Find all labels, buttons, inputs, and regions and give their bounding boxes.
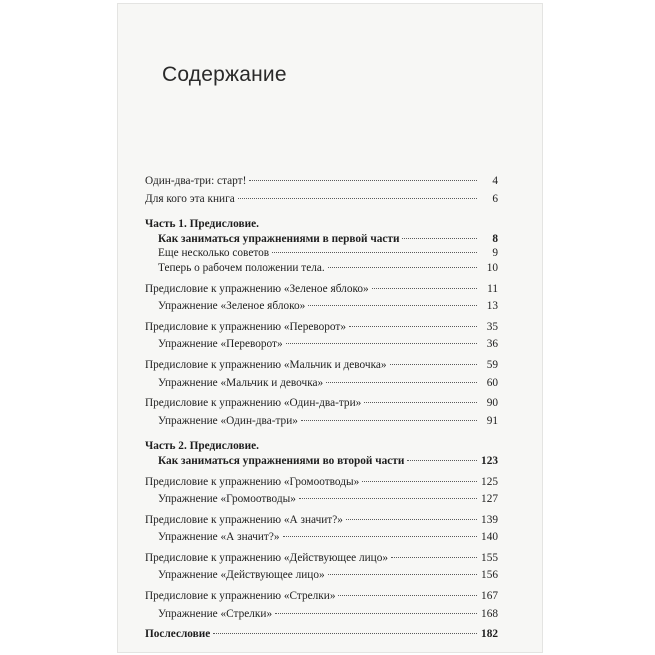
toc-entry-page: 11 (487, 282, 498, 295)
toc-entry-page: 90 (486, 397, 498, 410)
toc-entry[interactable] (145, 589, 498, 604)
toc-entry[interactable] (145, 475, 498, 490)
toc-entry-page: 140 (481, 531, 498, 544)
toc-entry-label: Еще несколько советов (158, 247, 270, 260)
toc-entry-label: Упражнение «А значит?» (158, 531, 280, 544)
toc-entry-label: Упражнение «Мальчик и девочка» (158, 376, 324, 389)
toc-entry[interactable] (145, 530, 498, 545)
dot-leader (301, 420, 477, 421)
toc-entry[interactable] (145, 282, 498, 297)
part-heading: Часть 2. Предисловие. (145, 440, 259, 453)
dot-leader (402, 238, 477, 239)
toc-entry-label: Упражнение «Громоотводы» (158, 493, 296, 506)
toc-entry[interactable] (145, 492, 498, 507)
toc-entry-label: Как заниматься упражнениями во второй части (158, 454, 405, 467)
toc-entry[interactable] (145, 376, 498, 391)
toc-entry[interactable] (145, 358, 498, 373)
toc-part-2 (145, 439, 498, 621)
toc-entry[interactable] (145, 551, 498, 566)
toc-entry[interactable] (145, 627, 498, 642)
toc-entry-label: Для кого эта книга (145, 192, 235, 205)
toc-entry-page: 139 (481, 513, 498, 526)
toc-entry-page: 10 (486, 261, 498, 274)
dot-leader (391, 557, 477, 558)
toc-part-1 (145, 217, 498, 428)
toc-entry-label: Предисловие к упражнению «Действующее лицо» (145, 551, 388, 564)
toc-entry-page: 91 (486, 414, 498, 427)
toc-entry-label: Теперь о рабочем положении тела. (158, 261, 325, 274)
table-of-contents (145, 174, 498, 642)
toc-entry[interactable] (145, 414, 498, 429)
toc-entry-page: 60 (486, 376, 498, 389)
dot-leader (238, 198, 477, 199)
toc-entry[interactable] (145, 568, 498, 583)
dot-leader (349, 326, 477, 327)
page-title: Содержание (162, 63, 287, 86)
dot-leader (346, 519, 477, 520)
dot-leader (328, 574, 477, 575)
toc-entry-label: Предисловие к упражнению «Один-два-три» (145, 397, 362, 410)
toc-entry-label: Упражнение «Один-два-три» (158, 414, 298, 427)
toc-entry[interactable] (145, 607, 498, 622)
toc-entry[interactable] (145, 513, 498, 528)
toc-entry-page: 35 (486, 320, 498, 333)
part-heading: Часть 1. Предисловие. (145, 218, 259, 231)
toc-entry[interactable] (145, 261, 498, 276)
toc-entry[interactable] (145, 299, 498, 314)
toc-entry-page: 127 (481, 493, 498, 506)
toc-entry-label: Предисловие к упражнению «Зеленое яблоко» (145, 282, 369, 295)
toc-entry-label: Предисловие к упражнению «А значит?» (145, 513, 343, 526)
dot-leader (308, 305, 477, 306)
toc-entry-page: 59 (486, 358, 498, 371)
toc-entry-label: Один-два-три: старт! (145, 175, 247, 187)
toc-entry-page: 4 (492, 175, 498, 187)
toc-entry-label: Предисловие к упражнению «Стрелки» (145, 590, 336, 603)
toc-entry-page: 167 (481, 590, 498, 603)
toc-entry[interactable] (145, 454, 498, 469)
dot-leader (372, 288, 477, 289)
toc-entry-page: 155 (481, 551, 498, 564)
toc-entry-label: Упражнение «Зеленое яблоко» (158, 300, 306, 313)
toc-entry-page: 123 (481, 454, 498, 467)
toc-entry-page: 125 (481, 475, 498, 488)
dot-leader (299, 498, 477, 499)
toc-entry[interactable] (145, 337, 498, 352)
toc-entry-label: Упражнение «Стрелки» (158, 607, 273, 620)
dot-leader (272, 252, 477, 253)
toc-entry-label: Предисловие к упражнению «Мальчик и девочка» (145, 358, 387, 371)
toc-entry-page: 156 (481, 569, 498, 582)
dot-leader (407, 460, 477, 461)
dot-leader (283, 536, 477, 537)
dot-leader (338, 595, 477, 596)
dot-leader (275, 613, 477, 614)
toc-entry-page: 8 (492, 232, 498, 245)
toc-entry-page: 9 (492, 247, 498, 260)
toc-entry-label: Как заниматься упражнениями в первой части (158, 232, 400, 245)
toc-entry-label: Упражнение «Переворот» (158, 338, 283, 351)
toc-entry[interactable] (145, 174, 498, 189)
toc-entry-page: 36 (486, 338, 498, 351)
toc-entry[interactable] (145, 320, 498, 335)
toc-entry[interactable] (145, 246, 498, 261)
toc-entry[interactable] (145, 192, 498, 207)
toc-entry-page: 13 (486, 300, 498, 313)
toc-entry-page: 168 (481, 607, 498, 620)
dot-leader (364, 402, 477, 403)
toc-entry[interactable] (145, 232, 498, 247)
toc-entry-page: 182 (481, 628, 498, 641)
toc-entry-page: 6 (492, 192, 498, 205)
dot-leader (362, 481, 477, 482)
dot-leader (328, 267, 477, 268)
dot-leader (213, 633, 477, 634)
dot-leader (249, 180, 477, 181)
toc-entry-label: Упражнение «Действующее лицо» (158, 569, 325, 582)
dot-leader (286, 343, 477, 344)
dot-leader (390, 364, 477, 365)
toc-entry-label: Послесловие (145, 628, 211, 641)
toc-entry-label: Предисловие к упражнению «Громоотводы» (145, 475, 360, 488)
toc-entry[interactable] (145, 396, 498, 411)
dot-leader (326, 382, 477, 383)
toc-entry-label: Предисловие к упражнению «Переворот» (145, 320, 346, 333)
